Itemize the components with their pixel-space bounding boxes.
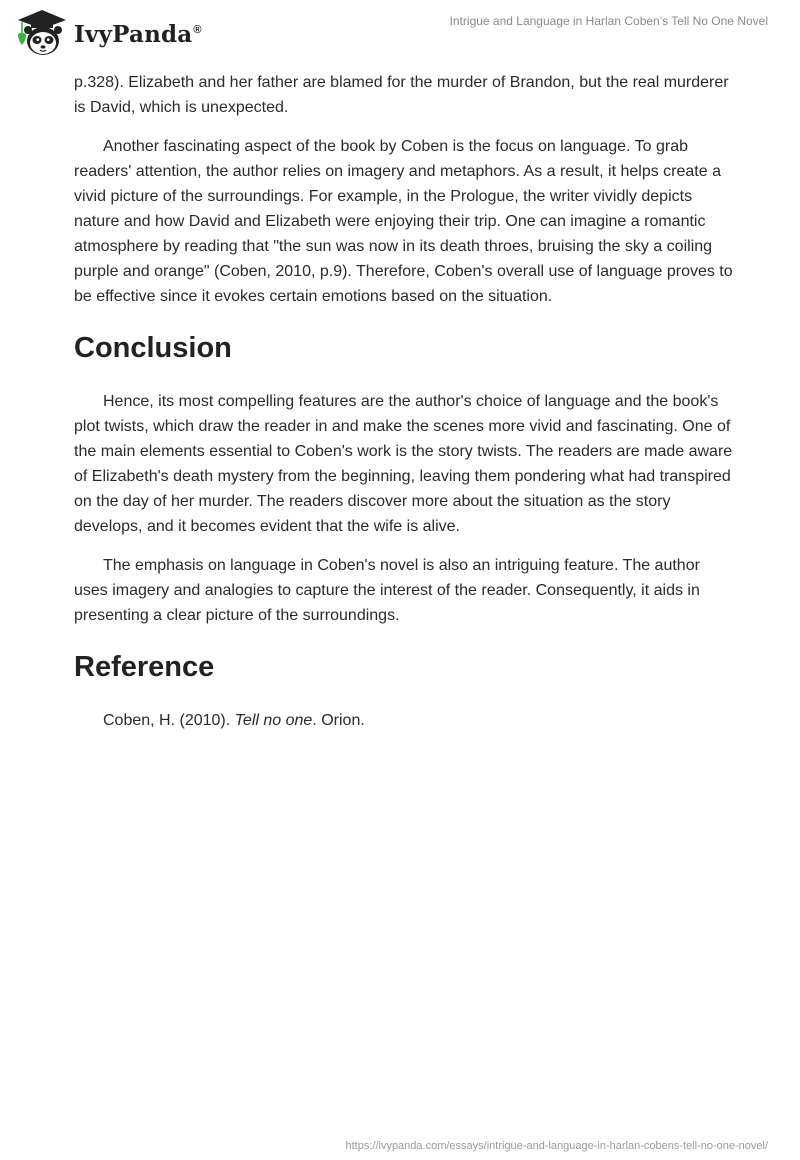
paragraph-conclusion-1: Hence, its most compelling features are the author's choice of language and the book's plot twists, which draw the reader in and make the scenes more vivid and fascinating. One of the main elements essential to Coben's work is the story twists. The readers are made aware of Elizabeth's death mystery from the beginning, leaving them pondering what had transpired on the day of her murder. The readers discover more about the situation as the story develops, and it becomes evident that the wife is alive. bbox=[74, 393, 733, 535]
reference-author: Coben, H. (2010). bbox=[103, 712, 235, 729]
brand-name: IvyPanda® bbox=[74, 20, 202, 48]
ivypanda-logo[interactable] bbox=[14, 8, 202, 58]
essay-body bbox=[74, 70, 734, 733]
paragraph-language: Another fascinating aspect of the book by Coben is the focus on language. To grab readers' attention, the author relies on imagery and metaphors. As a result, it helps create a vivid picture of the surroundings. For example, in the Prologue, the writer vividly depicts nature and how David and Elizabeth were enjoying their trip. One can imagine a romantic atmosphere by reading that "the sun was now in its death throes, bruising the sky a coiling purple and orange" (Coben, 2010, p.9). Therefore, Coben's overall use of language proves to be effective since it evokes certain emotions based on the situation. bbox=[74, 138, 733, 305]
document-title: Intrigue and Language in Harlan Coben’s Tell No One Novel bbox=[449, 14, 768, 28]
panda-graduate-icon bbox=[14, 8, 70, 58]
conclusion-heading: Conclusion bbox=[74, 332, 232, 364]
page-header bbox=[0, 0, 800, 64]
registered-mark: ® bbox=[193, 23, 202, 36]
reference-heading: Reference bbox=[74, 651, 215, 683]
paragraph-conclusion-2: The emphasis on language in Coben's novel is also an intriguing feature. The author uses imagery and analogies to capture the interest of the reader. Consequently, it aids in presenting a clear picture of the surroundings. bbox=[74, 557, 700, 624]
reference-entry bbox=[74, 708, 734, 733]
source-url[interactable]: https://ivypanda.com/essays/intrigue-and-language-in-harlan-cobens-tell-no-one-novel/ bbox=[345, 1140, 768, 1152]
reference-title: Tell no one bbox=[234, 712, 313, 729]
reference-publisher: . Orion. bbox=[312, 712, 365, 729]
paragraph-continuation: p.328). Elizabeth and her father are blamed for the murder of Brandon, but the real murderer is David, which is unexpected. bbox=[74, 74, 729, 116]
